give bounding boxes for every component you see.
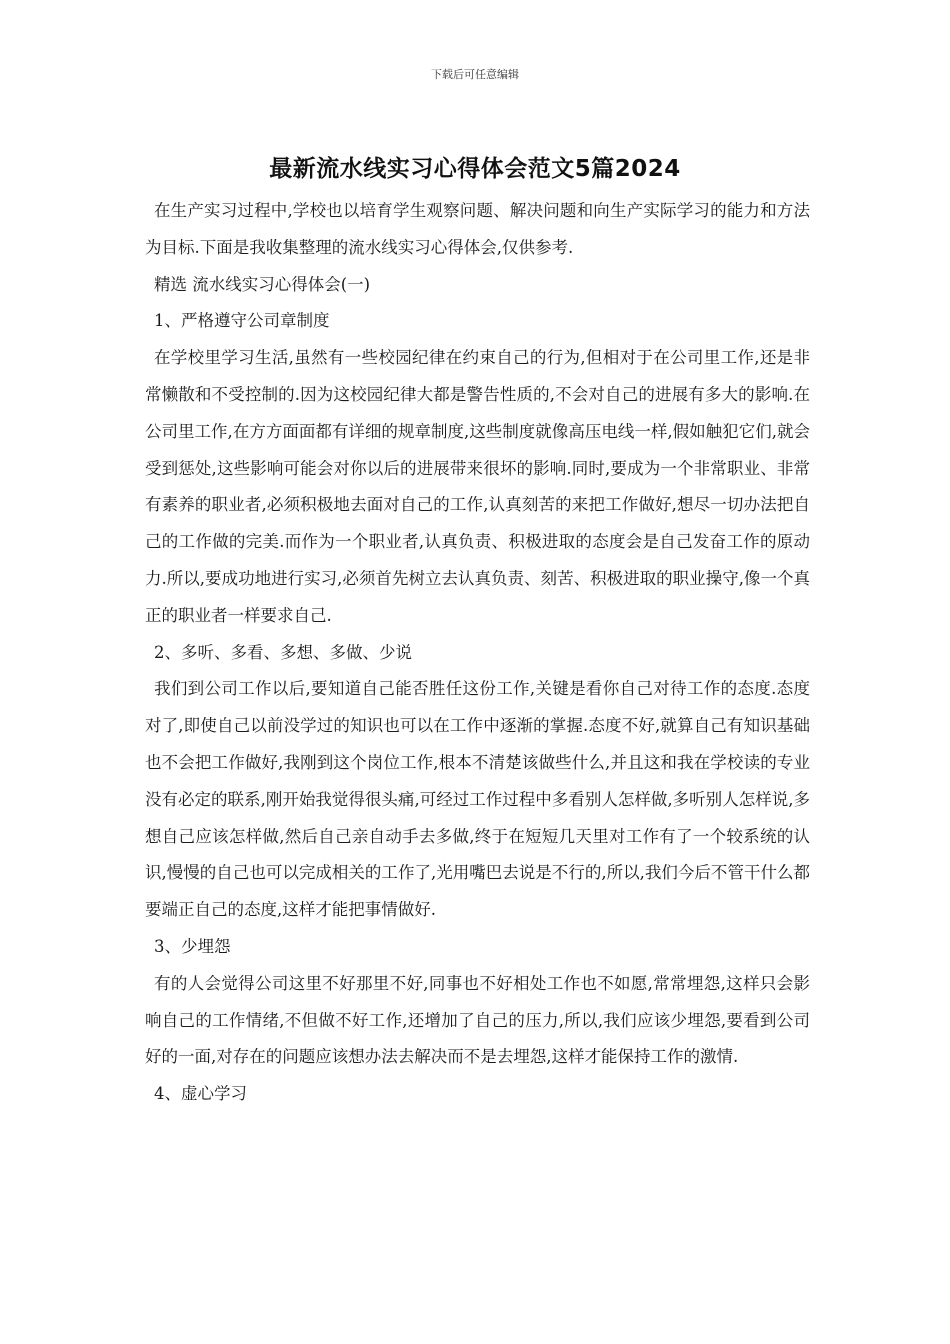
- body-paragraph: 在学校里学习生活,虽然有一些校园纪律在约束自己的行为,但相对于在公司里工作,还是非常懒散和不受控制的.因为这校园纪律大都是警告性质的,不会对自己的进展有多大的影响.在公司里工作,在方方面面都有详细的规章制度,这些制度就像高压电线一样,假如触犯它们,就会受到惩处,这些影响可能会对你以后的进展带来很坏的影响.同时,要成为一个非常职业、非常有素养的职业者,必须积极地去面对自己的工作,认真刻苦的来把工作做好,想尽一切办法把自己的工作做的完美.而作为一个职业者,认真负责、积极进取的态度会是自己发奋工作的原动力.所以,要成功地进行实习,必须首先树立去认真负责、刻苦、积极进取的职业操守,像一个真正的职业者一样要求自己.: [145, 348, 810, 625]
- subsection-heading: 1、严格遵守公司章制度: [154, 311, 330, 331]
- document-title: 最新流水线实习心得体会范文5篇2024: [269, 156, 681, 182]
- subsection-heading: 4、虚心学习: [154, 1084, 247, 1104]
- body-paragraph: 有的人会觉得公司这里不好那里不好,同事也不好相处工作也不如愿,常常埋怨,这样只会影响自己的工作情绪,不但做不好工作,还增加了自己的压力,所以,我们应该少埋怨,要看到公司好的一面,对存在的问题应该想办法去解决而不是去埋怨,这样才能保持工作的激情.: [145, 973, 810, 1067]
- document-body: [145, 193, 810, 1113]
- intro-paragraph: 在生产实习过程中,学校也以培育学生观察问题、解决问题和向生产实际学习的能力和方法为目标.下面是我收集整理的流水线实习心得体会,仅供参考.: [145, 201, 810, 257]
- section-heading: 精选 流水线实习心得体会(一): [154, 274, 371, 294]
- header-note: 下载后可任意编辑: [431, 68, 519, 81]
- body-paragraph: 我们到公司工作以后,要知道自己能否胜任这份工作,关键是看你自己对待工作的态度.态度对了,即使自己以前没学过的知识也可以在工作中逐渐的掌握.态度不好,就算自己有知识基础也不会把工作做好,我刚到这个岗位工作,根本不清楚该做些什么,并且这和我在学校读的专业没有必定的联系,刚开始我觉得很头痛,可经过工作过程中多看别人怎样做,多听别人怎样说,多想自己应该怎样做,然后自己亲自动手去多做,终于在短短几天里对工作有了一个较系统的认识,慢慢的自己也可以完成相关的工作了,光用嘴巴去说是不行的,所以,我们今后不管干什么都要端正自己的态度,这样才能把事情做好.: [145, 679, 810, 920]
- subsection-heading: 3、少埋怨: [154, 936, 231, 956]
- subsection-heading: 2、多听、多看、多想、多做、少说: [154, 642, 412, 662]
